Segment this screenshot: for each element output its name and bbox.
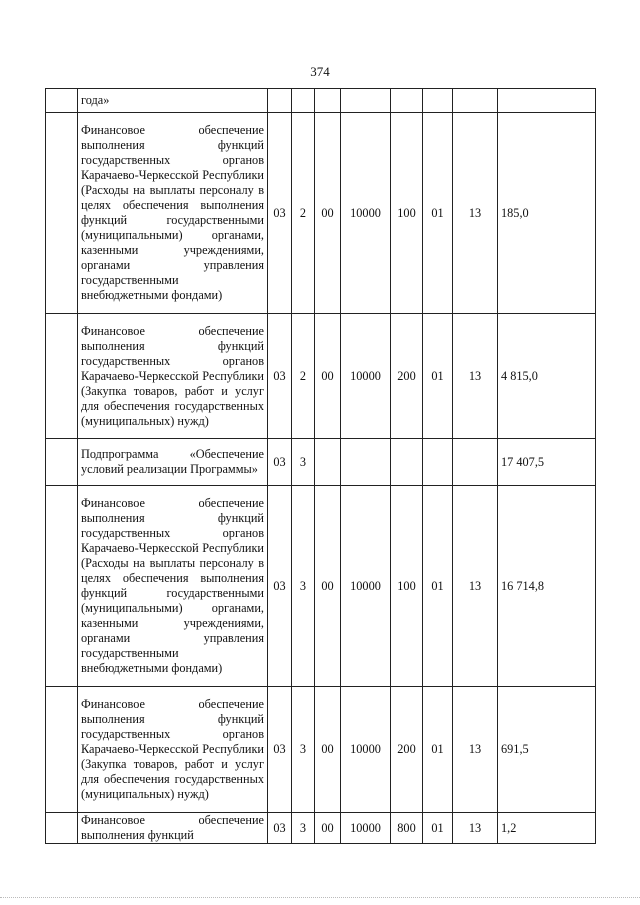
code-subsection xyxy=(453,439,498,486)
budget-table xyxy=(45,88,596,844)
code-main-event: 00 xyxy=(315,113,341,314)
amount: 16 714,8 xyxy=(498,486,596,687)
table-row xyxy=(46,813,596,844)
code-expense-type xyxy=(391,89,423,113)
code-main-event xyxy=(315,439,341,486)
table-row xyxy=(46,89,596,113)
margin-cell xyxy=(46,113,78,314)
margin-cell xyxy=(46,439,78,486)
code-department: 01 xyxy=(423,687,453,813)
code-expense-type xyxy=(391,439,423,486)
code-direction: 10000 xyxy=(341,314,391,439)
amount: 691,5 xyxy=(498,687,596,813)
code-main-event: 00 xyxy=(315,813,341,844)
code-department: 01 xyxy=(423,113,453,314)
amount: 1,2 xyxy=(498,813,596,844)
row-name: Финансовое обеспечение выполнения функций государственных органов Карачаево-Черкесской Республики (Расходы на выплаты персоналу в целях обеспечения выполнения функций государственными (муниципальными) органами, казенными учреждениями, органами управления государственными внебюджетными фондами) xyxy=(78,113,268,314)
code-subsection: 13 xyxy=(453,314,498,439)
code-subsection: 13 xyxy=(453,687,498,813)
row-name: Финансовое обеспечение выполнения функций xyxy=(78,813,268,844)
row-name: Подпрограмма «Обеспечение условий реализации Программы» xyxy=(78,439,268,486)
code-subsection xyxy=(453,89,498,113)
code-department: 01 xyxy=(423,486,453,687)
amount xyxy=(498,89,596,113)
code-section: 03 xyxy=(268,314,292,439)
row-name: Финансовое обеспечение выполнения функций государственных органов Карачаево-Черкесской Республики (Закупка товаров, работ и услуг для обеспечения государственных (муниципальных) нужд) xyxy=(78,687,268,813)
code-main-event xyxy=(315,89,341,113)
code-subsection: 13 xyxy=(453,113,498,314)
code-expense-type: 800 xyxy=(391,813,423,844)
code-department: 01 xyxy=(423,314,453,439)
code-subprogram: 3 xyxy=(292,687,315,813)
margin-cell xyxy=(46,486,78,687)
code-subprogram: 2 xyxy=(292,314,315,439)
page-number: 374 xyxy=(310,64,330,79)
code-department xyxy=(423,439,453,486)
row-name: года» xyxy=(78,89,268,113)
row-name: Финансовое обеспечение выполнения функций государственных органов Карачаево-Черкесской Республики (Расходы на выплаты персоналу в целях обеспечения выполнения функций государственными (муниципальными) органами, казенными учреждениями, органами управления государственными внебюджетными фондами) xyxy=(78,486,268,687)
code-section: 03 xyxy=(268,439,292,486)
code-department: 01 xyxy=(423,813,453,844)
margin-cell xyxy=(46,813,78,844)
code-main-event: 00 xyxy=(315,314,341,439)
code-expense-type: 200 xyxy=(391,687,423,813)
code-subprogram: 3 xyxy=(292,439,315,486)
code-subprogram: 2 xyxy=(292,113,315,314)
code-direction: 10000 xyxy=(341,813,391,844)
amount: 185,0 xyxy=(498,113,596,314)
code-main-event: 00 xyxy=(315,687,341,813)
code-direction: 10000 xyxy=(341,113,391,314)
table-row xyxy=(46,314,596,439)
margin-cell xyxy=(46,314,78,439)
table-row xyxy=(46,486,596,687)
amount: 17 407,5 xyxy=(498,439,596,486)
code-section: 03 xyxy=(268,687,292,813)
code-expense-type: 200 xyxy=(391,314,423,439)
code-expense-type: 100 xyxy=(391,113,423,314)
row-name: Финансовое обеспечение выполнения функций государственных органов Карачаево-Черкесской Республики (Закупка товаров, работ и услуг для обеспечения государственных (муниципальных) нужд) xyxy=(78,314,268,439)
code-direction: 10000 xyxy=(341,486,391,687)
code-section xyxy=(268,89,292,113)
code-subprogram: 3 xyxy=(292,813,315,844)
code-subprogram: 3 xyxy=(292,486,315,687)
code-department xyxy=(423,89,453,113)
code-subprogram xyxy=(292,89,315,113)
scan-edge-line xyxy=(0,897,640,899)
code-subsection: 13 xyxy=(453,486,498,687)
code-expense-type: 100 xyxy=(391,486,423,687)
code-main-event: 00 xyxy=(315,486,341,687)
code-direction xyxy=(341,439,391,486)
code-section: 03 xyxy=(268,486,292,687)
amount: 4 815,0 xyxy=(498,314,596,439)
code-section: 03 xyxy=(268,113,292,314)
code-direction: 10000 xyxy=(341,687,391,813)
code-subsection: 13 xyxy=(453,813,498,844)
table-row xyxy=(46,439,596,486)
code-section: 03 xyxy=(268,813,292,844)
table-row xyxy=(46,113,596,314)
margin-cell xyxy=(46,687,78,813)
table-row xyxy=(46,687,596,813)
margin-cell xyxy=(46,89,78,113)
code-direction xyxy=(341,89,391,113)
